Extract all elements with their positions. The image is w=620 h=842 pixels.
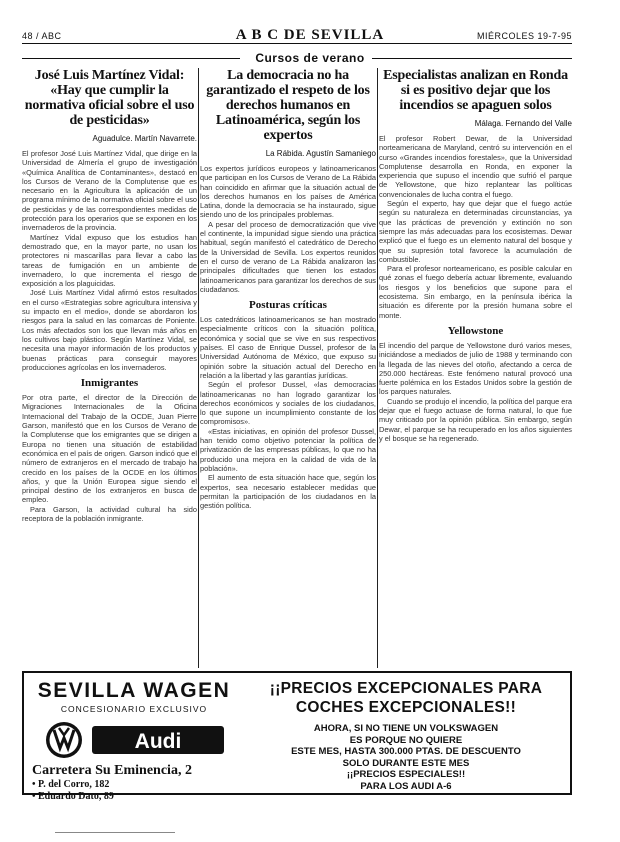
article-paragraph: Cuando se produjo el incendio, la política del parque era dejar que el fuego actuase de forma natural, lo que fue muy criticado por la opinión pública. Sin embargo, según Dewar, el parque se ha recuperado en los años siguientes y el bosque se ha regenerado. [379,396,572,443]
ad-tagline: CONCESIONARIO EXCLUSIVO [60,704,208,714]
article-paragraph: Martínez Vidal expuso que los estudios han demostrado que, en la mayor parte, no usan los protectores ni mascarillas para llevar a cabo las tareas de fumigación en un ambiente de invernadero, lo que incrementa el riesgo de exposición a los plaguicidas. [22,232,197,289]
article-paragraph: Por otra parte, el director de la Dirección de Migraciones Internacionales de la Oficina Internacional del Trabajo de la OCDE, Juan Pierre Garson, manifestó que en los Cursos de Verano de la Complutense que los emigrantes que se dirigen a Europa no tienen una situación de estabilidad económica en el país de origen. Garson indicó que el número de extranjeros en el mercado de trabajo ha crecido en los países de la OCDE en los últimos años, y que la Unión Europea sigue siendo el principal destino de los extranjeros en busca de empleo. [22,393,197,505]
footer-rule [55,832,175,833]
vw-logo-icon [46,722,82,758]
ad-line-6: PARA LOS AUDI A-6 [360,780,452,792]
article-paragraph: Los expertos jurídicos europeos y latinoamericanos que participan en los Cursos de Verano de La Rábida han coincidido en afirmar que la situación actual de los derechos humanos en los países de América Latina, donde la democracia se ha instaurado, sigue siendo uno de los principales problemas. [200,164,376,220]
ad-logos [30,720,238,760]
article-byline: Málaga. Fernando del Valle [474,119,572,128]
article-paragraph: Para el profesor norteamericano, es posible calcular en qué zonas el fuego debería actuar libremente, evaluando los riesgos y los beneficios que supone para el ecosistema. Sin embargo, en la península ibérica la situación es diferente por la presión humana sobre el monte. [379,264,572,320]
ad-copy-block [244,679,568,792]
article-paragraph: A pesar del proceso de democratización que vive el continente, la impunidad sigue siendo una práctica habitual, según manifestó el catedrático de Derecho de la Universidad de Sevilla. Los expertos reunidos en el curso de verano de La Rábida analizaron las principales dificultades que tienen los estados latinoamericanos para garantizar los derechos de sus ciudadanos. [200,219,376,294]
page-date: MIÉRCOLES 19-7-95 [476,31,572,41]
ad-headline-1: ¡¡PRECIOS EXCEPCIONALES PARA [269,680,543,697]
article-headline: La democracia no ha garantizado el respeto de los derechos humanos en Latinoamérica, según los expertos [206,68,370,143]
advertisement-sevilla-wagen [22,671,572,802]
article-pesticidas [22,68,197,670]
ad-line-1: AHORA, SI NO TIENE UN VOLKSWAGEN [313,723,499,734]
ad-line-2: ES PORQUE NO QUIERE [349,734,463,746]
ad-headline-2: COCHES EXCEPCIONALES!! [295,699,517,716]
ad-address-3: • Eduardo Dato, 89 [32,791,114,802]
article-paragraph: Para Garson, la actividad cultural ha sido receptora de la población inmigrante. [22,504,197,523]
ad-brand-name: SEVILLA WAGEN [37,679,231,702]
article-derechos-humanos [200,68,376,670]
article-incendios [379,68,572,670]
column-divider [377,68,378,668]
ad-address-2: • P. del Corro, 182 [32,779,110,790]
article-paragraph: Según el experto, hay que dejar que el fuego actúe según su naturaleza en determinadas circunstancias, ya que las prácticas de prevención y extinción no son siempre las más adecuadas para los ecosistemas. Dewar explicó que el fuego es un elemento natural del bosque y que su supresión total favorece la acumulación de combustible. [379,199,572,264]
page-number: 48 / ABC [22,31,62,41]
article-paragraph: Según el profesor Dussel, «las democracias latinoamericanas no han logrado garantizar los derechos económicos y sociales de los ciudadanos, lo que supone un incumplimiento constante de los compromisos». [200,380,376,427]
article-subhead: Yellowstone [447,324,504,337]
article-paragraph: El incendio del parque de Yellowstone duró varios meses, iniciándose a mediados de julio de 1988 y terminando con la llegada de las nieves del otoño, afectando a cerca de 250.000 hectáreas. Este fenómeno natural provocó una fuerte polémica en los Estados Unidos sobre la gestión de los parques naturales. [379,340,572,397]
ad-line-3: ESTE MES, HASTA 300.000 PTAS. DE DESCUENTO [291,746,521,757]
brand-logos [30,720,238,760]
masthead: A B C DE SEVILLA [235,27,385,43]
header-rule [22,43,572,44]
article-subhead: Posturas críticas [249,299,327,312]
section-rule-left [22,58,240,59]
ad-address-main: Carretera Su Eminencia, 2 [32,763,192,778]
section-title: Cursos de verano [255,51,365,65]
section-rule-right [372,58,572,59]
ad-brand-block [30,677,238,802]
article-headline: Especialistas analizan en Ronda si es positivo dejar que los incendios se apaguen solos [383,68,568,113]
article-paragraph: José Luis Martínez Vidal afirmó estos resultados en el curso «Estrategias sobre agricultura intensiva y su impacto en el medio», donde se abordaron los riesgos para la salud en las comarcas de Poniente. Los más afectados son los que llevan más años en los cultivos bajo plástico. Según Martínez Vidal, se necesita una mayor información de los productos y buenas prácticas para conseguir mayores producciones agrícolas en los invernaderos. [22,288,197,372]
column-divider [198,68,199,668]
article-paragraph: «Estas iniciativas, en opinión del profesor Dussel, han tenido como objetivo potenciar la política de privatización de las empresas públicas, lo que no ha producido una mejora en la calidad de vida de la población». [200,426,376,473]
ad-line-5: ¡¡PRECIOS ESPECIALES!! [346,769,466,780]
article-paragraph: Los catedráticos latinoamericanos se han mostrado especialmente críticos con la situación política, económica y social que se vive en sus respectivos países. El caso de Enrique Dussel, profesor de la Universidad Autónoma de México, que expuso su opinión sobre la situación actual del Derecho en relación a la libertad y las garantías jurídicas. [200,315,376,380]
article-paragraph: El aumento de esta situación hace que, según los expertos, sea necesario establecer medidas que permitan la participación de los ciudadanos en la gestión política. [200,473,376,511]
article-headline: José Luis Martínez Vidal: «Hay que cumplir la normativa oficial sobre el uso de pesticidas» [24,68,195,128]
article-byline: Aguadulce. Martín Navarrete. [92,134,197,143]
ad-line-4: SOLO DURANTE ESTE MES [342,757,470,769]
article-paragraph: El profesor José Luis Martínez Vidal, que dirige en la Universidad de Almería el grupo de investigación «Química Analítica de Contaminantes», destacó en los Cursos de Verano de la Complutense que es necesario en la Agricultura la aplicación de un programa mínimo de la normativa oficial sobre el uso de pesticidas y de las correspondientes medidas de protección para los operarios que se exponen en los invernaderos de la provincia. [22,149,197,233]
article-paragraph: El profesor Robert Dewar, de la Universidad norteamericana de Maryland, centró su intervención en el curso «Grandes incendios forestales», que la Universidad Complutense desarrolla en Ronda, en exponer la experiencia que supuso el incendio que sufrió el parque de Yellowstone, que hizo replantear las políticas convencionales de lucha contra el fuego. [379,134,572,199]
article-byline: La Rábida. Agustín Samaniego [265,149,376,158]
audi-logo-text: Audi [134,730,182,753]
article-subhead: Inmigrantes [80,377,139,390]
